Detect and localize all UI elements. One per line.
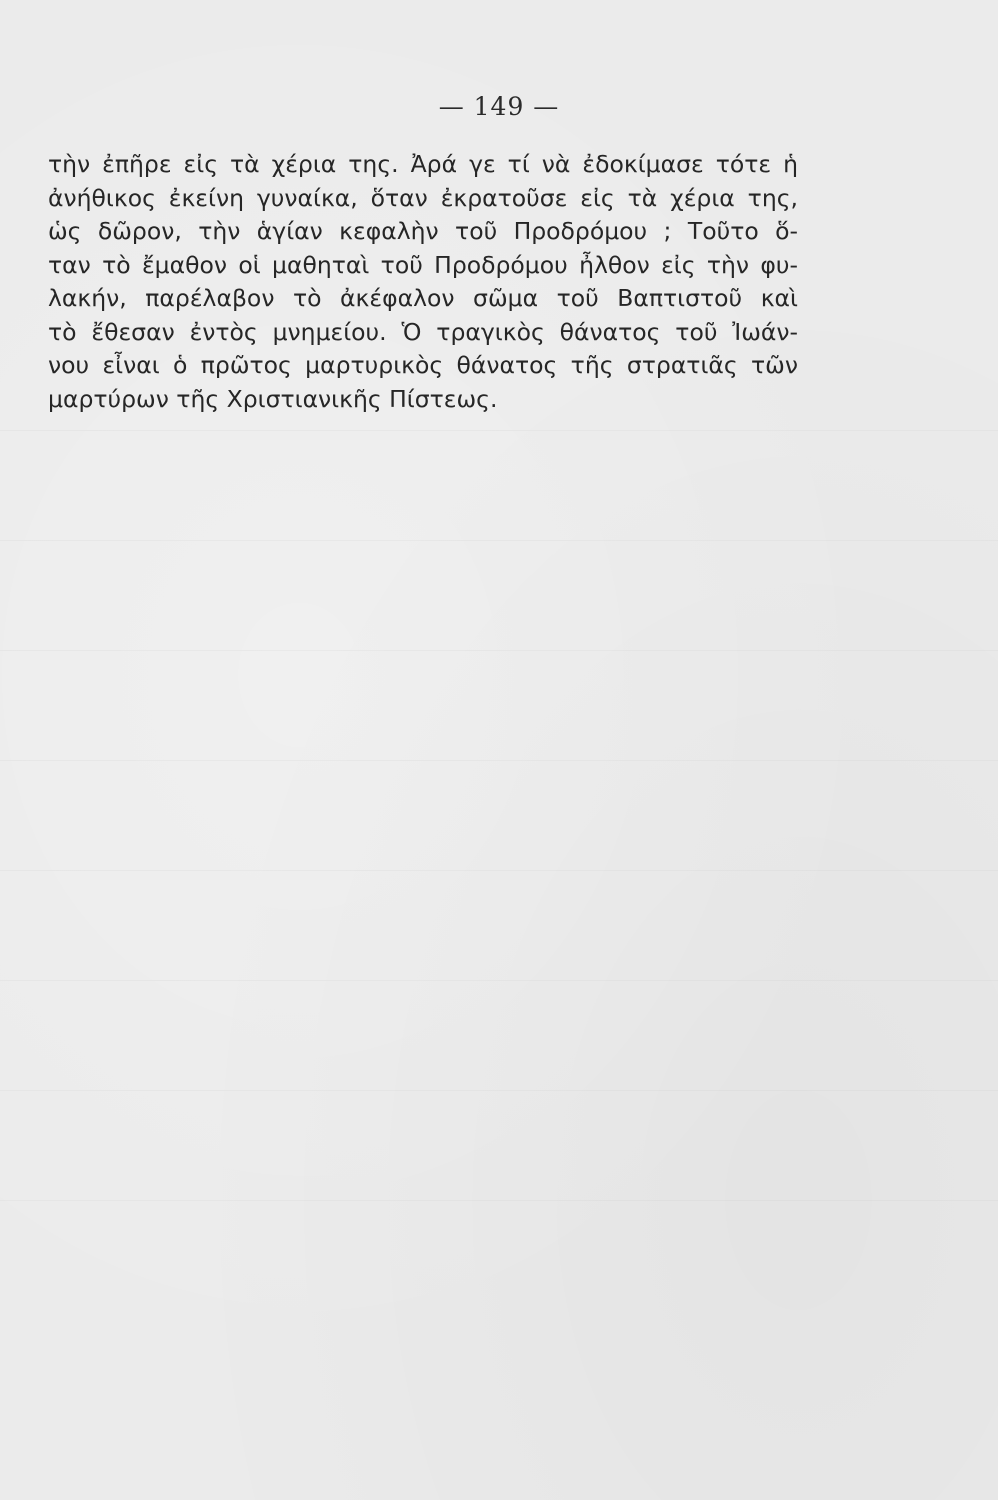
show-through-line — [0, 1090, 998, 1091]
text-line: μαρτύρων τῆς Χριστιανικῆς Πίστεως. — [48, 384, 498, 413]
show-through-line — [0, 980, 998, 981]
text-line: ἀνήθικος ἐκείνη γυναίκα, ὅταν ἐκρατοῦσε εἰς τὰ χέρια της, — [48, 183, 798, 212]
show-through-line — [0, 870, 998, 871]
text-line: ταν τὸ ἔμαθον οἱ μαθηταὶ τοῦ Προδρόμου ἦλθον εἰς τὴν φυ- — [48, 250, 798, 279]
show-through-line — [0, 760, 998, 761]
text-line: λακήν, παρέλαβον τὸ ἀκέφαλον σῶμα τοῦ Βαπτιστοῦ καὶ — [48, 284, 798, 312]
show-through-line — [0, 430, 998, 431]
show-through-line — [0, 540, 998, 541]
text-line: τὴν ἐπῆρε εἰς τὰ χέρια της. Ἀρά γε τί νὰ ἐδοκίμασε τότε ἡ — [48, 150, 798, 178]
text-line: νου εἶναι ὁ πρῶτος μαρτυρικὸς θάνατος τῆς στρατιᾶς τῶν — [48, 351, 798, 379]
text-line: ὡς δῶρον, τὴν ἁγίαν κεφαλὴν τοῦ Προδρόμου ; Τοῦτο ὅ- — [48, 217, 798, 245]
body-text — [48, 148, 798, 416]
page-number: — 149 — — [438, 92, 560, 121]
text-line: τὸ ἔθεσαν ἐντὸς μνημείου. Ὁ τραγικὸς θάνατος τοῦ Ἰωάν- — [48, 317, 798, 346]
show-through-line — [0, 1200, 998, 1201]
show-through-line — [0, 650, 998, 651]
